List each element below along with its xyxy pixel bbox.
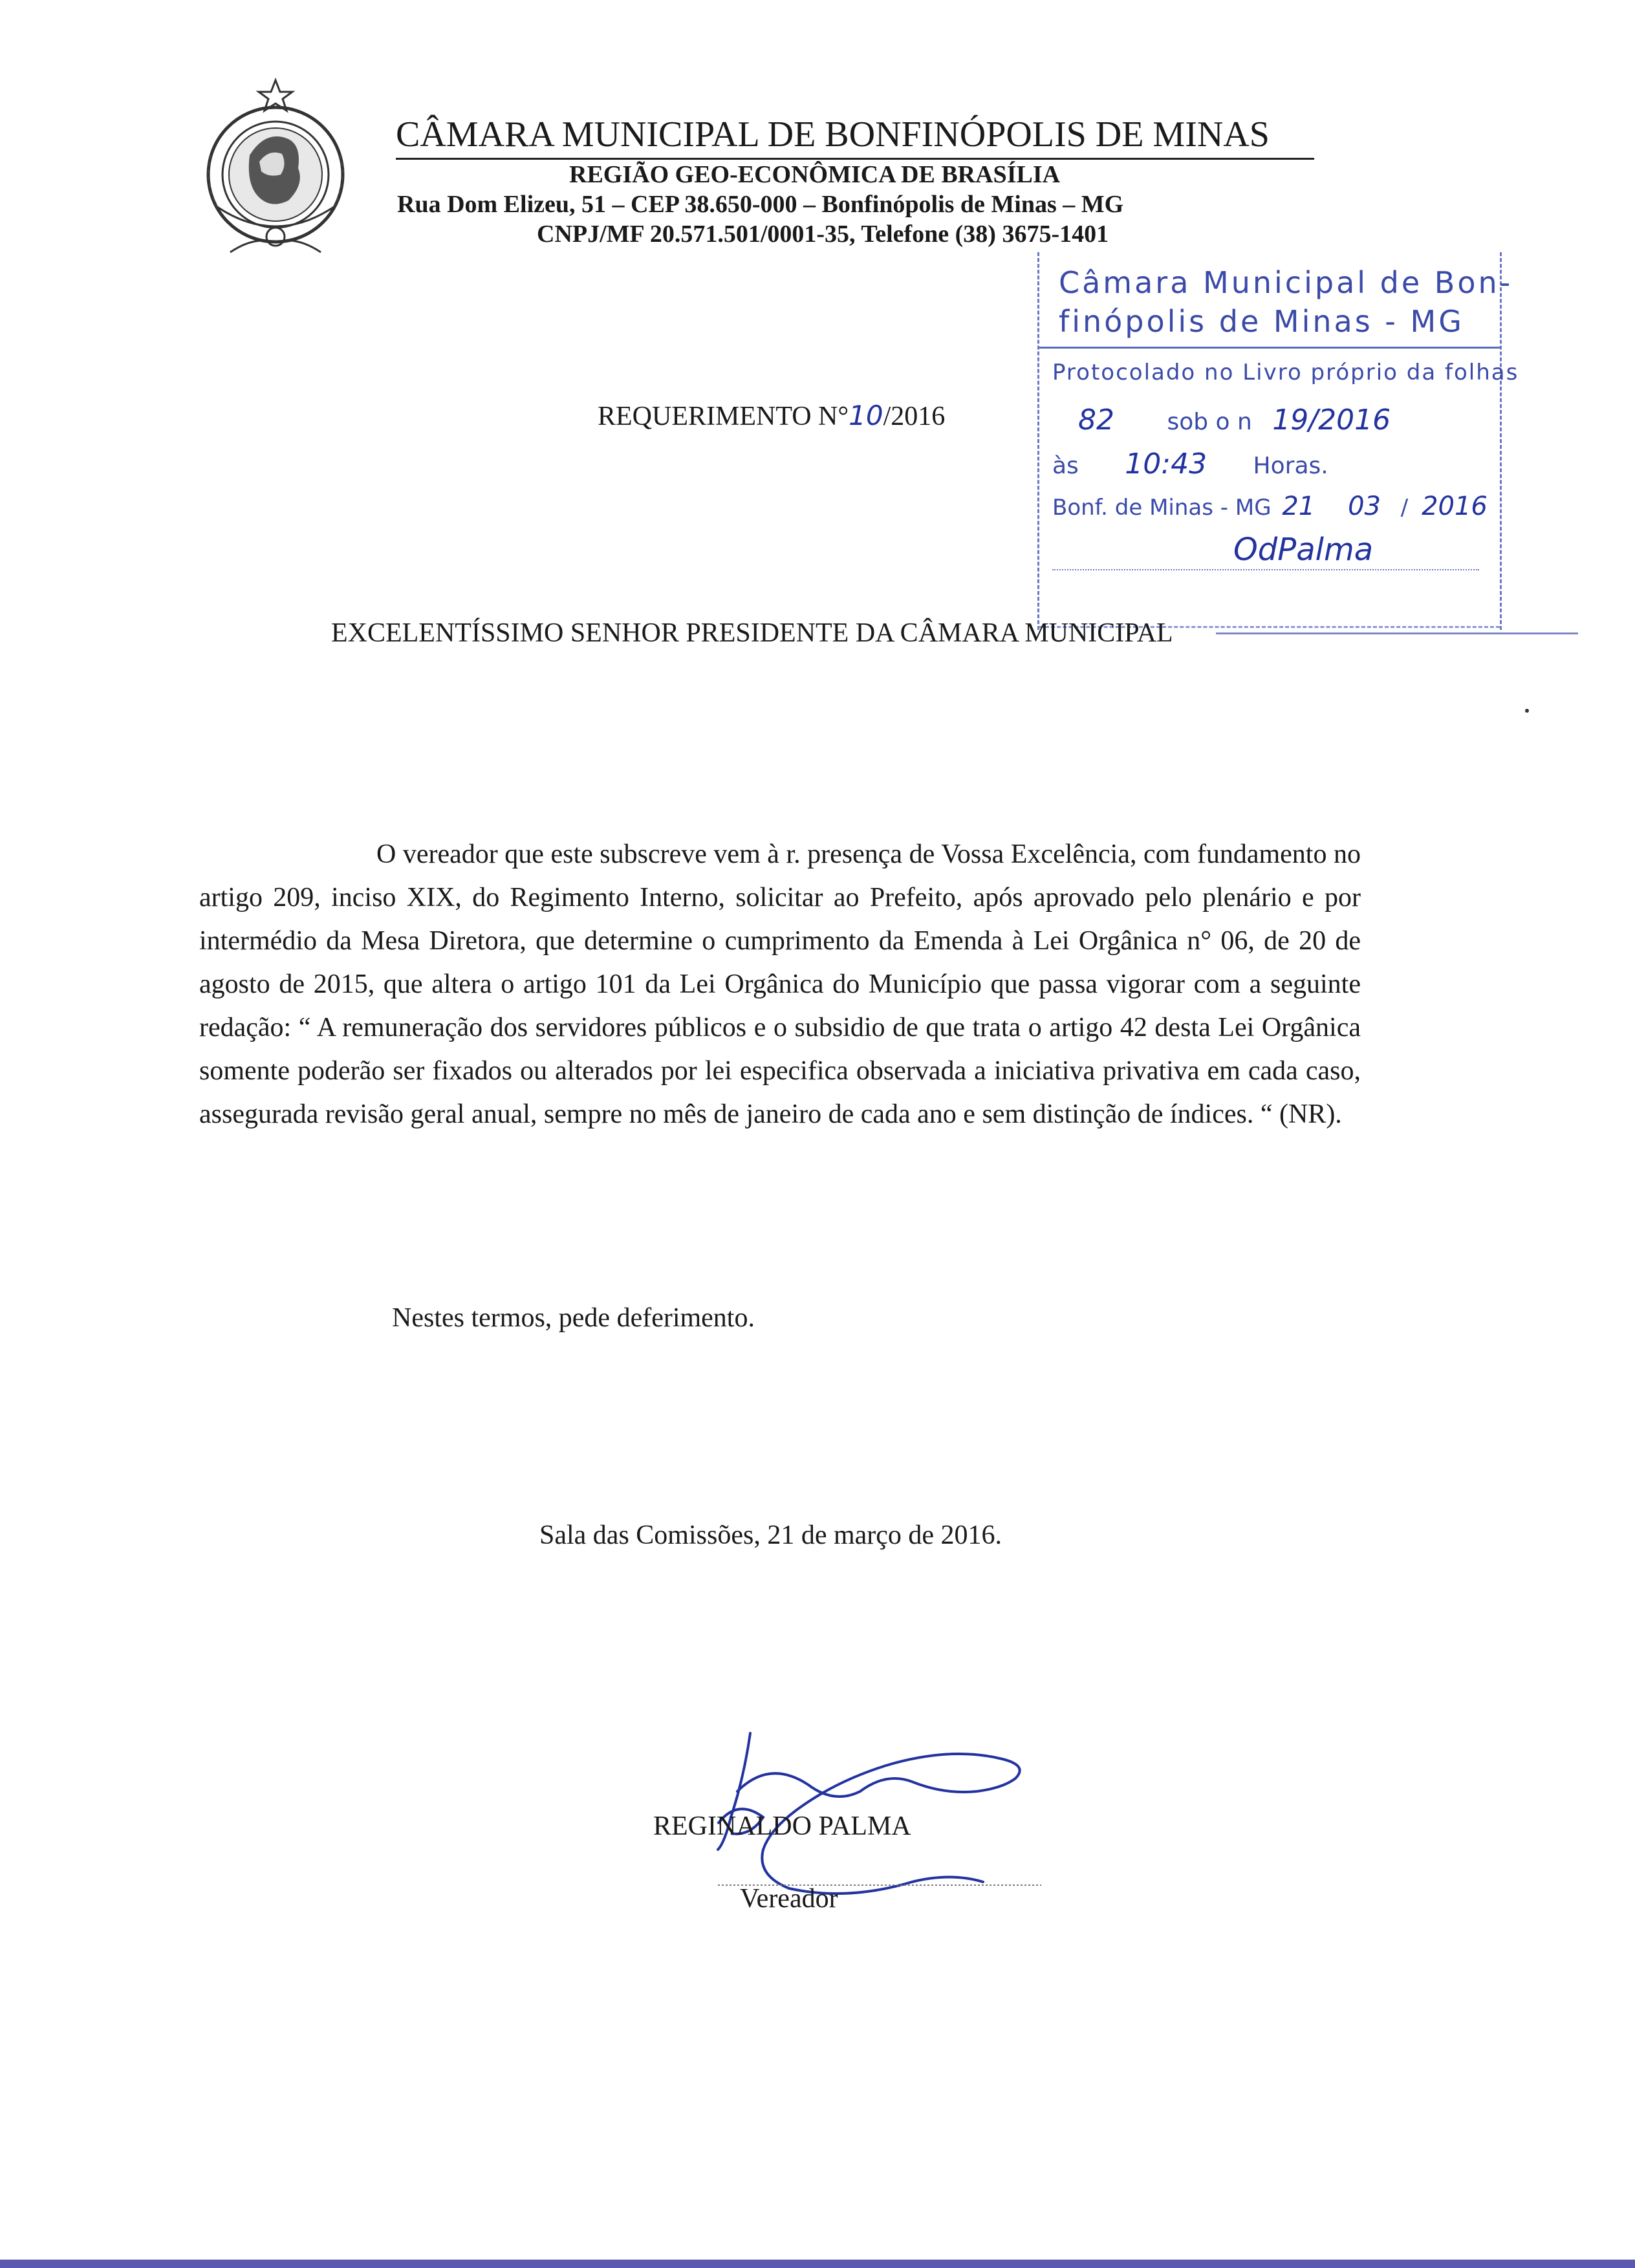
stamp-line-5 xyxy=(1052,448,1328,481)
protocol-stamp xyxy=(1037,252,1519,630)
stamp-overlap-stroke xyxy=(1216,632,1578,634)
request-prefix: REQUERIMENTO N° xyxy=(598,402,849,431)
stamp-sheet-number: 82 xyxy=(1078,404,1114,437)
stamp-year: 2016 xyxy=(1422,491,1488,521)
request-number: 10 xyxy=(849,400,883,431)
stamp-month: 03 xyxy=(1348,491,1381,521)
stamp-line-5-suffix: Horas. xyxy=(1253,453,1328,479)
stamp-signature: OdPalma xyxy=(1233,532,1374,568)
stamp-protocol-number: 19/2016 xyxy=(1272,404,1391,437)
place-date-line: Sala das Comissões, 21 de março de 2016. xyxy=(539,1520,1002,1550)
cnpj-phone-line: CNPJ/MF 20.571.501/0001-35, Telefone (38) 3675-1401 xyxy=(537,221,1109,248)
stamp-day: 21 xyxy=(1282,491,1316,521)
stamp-line-6: Bonf. de Minas - MG 21 03 / 2016 xyxy=(1052,491,1488,521)
address-line: Rua Dom Elizeu, 51 – CEP 38.650-000 – Bonfinópolis de Minas – MG xyxy=(397,191,1124,218)
stamp-line-4-mid: sob o n xyxy=(1167,409,1252,435)
request-number-line xyxy=(598,400,945,432)
region-subtitle: REGIÃO GEO-ECONÔMICA DE BRASÍLIA xyxy=(569,161,1061,188)
stamp-signature-line xyxy=(1052,569,1479,570)
stamp-line-2: finópolis de Minas - MG xyxy=(1059,304,1464,339)
stamp-line-5-prefix: às xyxy=(1052,453,1079,479)
stamp-line-6-prefix: Bonf. de Minas - MG xyxy=(1052,495,1272,521)
request-suffix: /2016 xyxy=(883,402,946,431)
stamp-divider xyxy=(1039,347,1500,349)
chamber-name-title: CÂMARA MUNICIPAL DE BONFINÓPOLIS DE MINAS xyxy=(396,114,1270,155)
closing-line: Nestes termos, pede deferimento. xyxy=(392,1303,755,1333)
signatory-role: Vereador xyxy=(740,1884,838,1914)
title-underline xyxy=(396,158,1314,160)
scan-speck xyxy=(1525,709,1529,713)
addressee-heading: EXCELENTÍSSIMO SENHOR PRESIDENTE DA CÂMARA MUNICIPAL xyxy=(331,618,1173,648)
signatory-name: REGINALDO PALMA xyxy=(653,1811,911,1841)
stamp-line-3: Protocolado no Livro próprio da folhas xyxy=(1052,360,1519,385)
scan-bottom-edge xyxy=(0,2260,1635,2268)
stamp-time: 10:43 xyxy=(1125,448,1207,481)
stamp-line-1: Câmara Municipal de Bon- xyxy=(1059,265,1513,300)
stamp-line-4 xyxy=(1052,404,1391,437)
request-body-paragraph: O vereador que este subscreve vem à r. presença de Vossa Excelência, com fundamento no artigo 209, inciso XIX, do Regimento Interno, solicitar ao Prefeito, após aprovado pelo plenário e por intermédio da Mesa Diretora, que determine o cumprimento da Emenda à Lei Orgânica n° 06, de 20 de agosto de 2015, que altera o artigo 101 da Lei Orgânica do Município que passa vigorar com a seguinte redação: “ A remuneração dos servidores públicos e o subsidio de que trata o artigo 42 desta Lei Orgânica somente poderão ser fixados ou alterados por lei especifica observada a iniciativa privativa em cada caso, assegurada revisão geral anual, sempre no mês de janeiro de cada ano e sem distinção de índices. “ (NR). xyxy=(199,839,1361,1129)
municipal-seal-logo xyxy=(191,78,360,272)
